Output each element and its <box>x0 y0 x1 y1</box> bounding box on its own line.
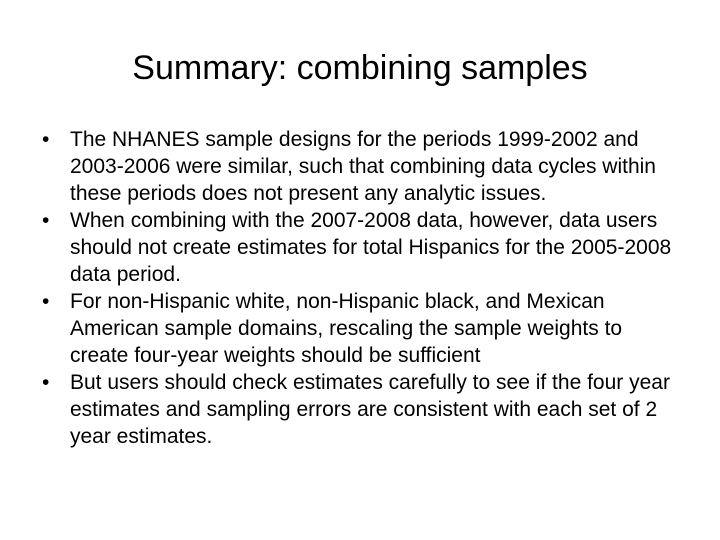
bullet-item <box>36 288 686 369</box>
bullet-text: But users should check estimates carefully to see if the four year estimates and sampling errors are consistent with each set of 2 year estimates. <box>70 371 670 448</box>
bullet-item <box>36 207 686 288</box>
bullet-icon: • <box>42 209 50 232</box>
bullet-icon: • <box>42 290 50 313</box>
bullet-item <box>36 369 686 450</box>
bullet-item <box>36 126 686 207</box>
bullet-list <box>36 126 686 450</box>
bullet-icon: • <box>42 371 50 394</box>
bullet-icon: • <box>42 128 50 151</box>
slide-title: Summary: combining samples <box>132 49 588 87</box>
bullet-text: The NHANES sample designs for the periods 1999-2002 and 2003-2006 were similar, such that combining data cycles within these periods does not present any analytic issues. <box>70 128 656 205</box>
bullet-text: For non-Hispanic white, non-Hispanic black, and Mexican American sample domains, rescaling the sample weights to create four-year weights should be sufficient <box>70 290 623 367</box>
bullet-text: When combining with the 2007-2008 data, however, data users should not create estimates for total Hispanics for the 2005-2008 data period. <box>70 209 672 286</box>
